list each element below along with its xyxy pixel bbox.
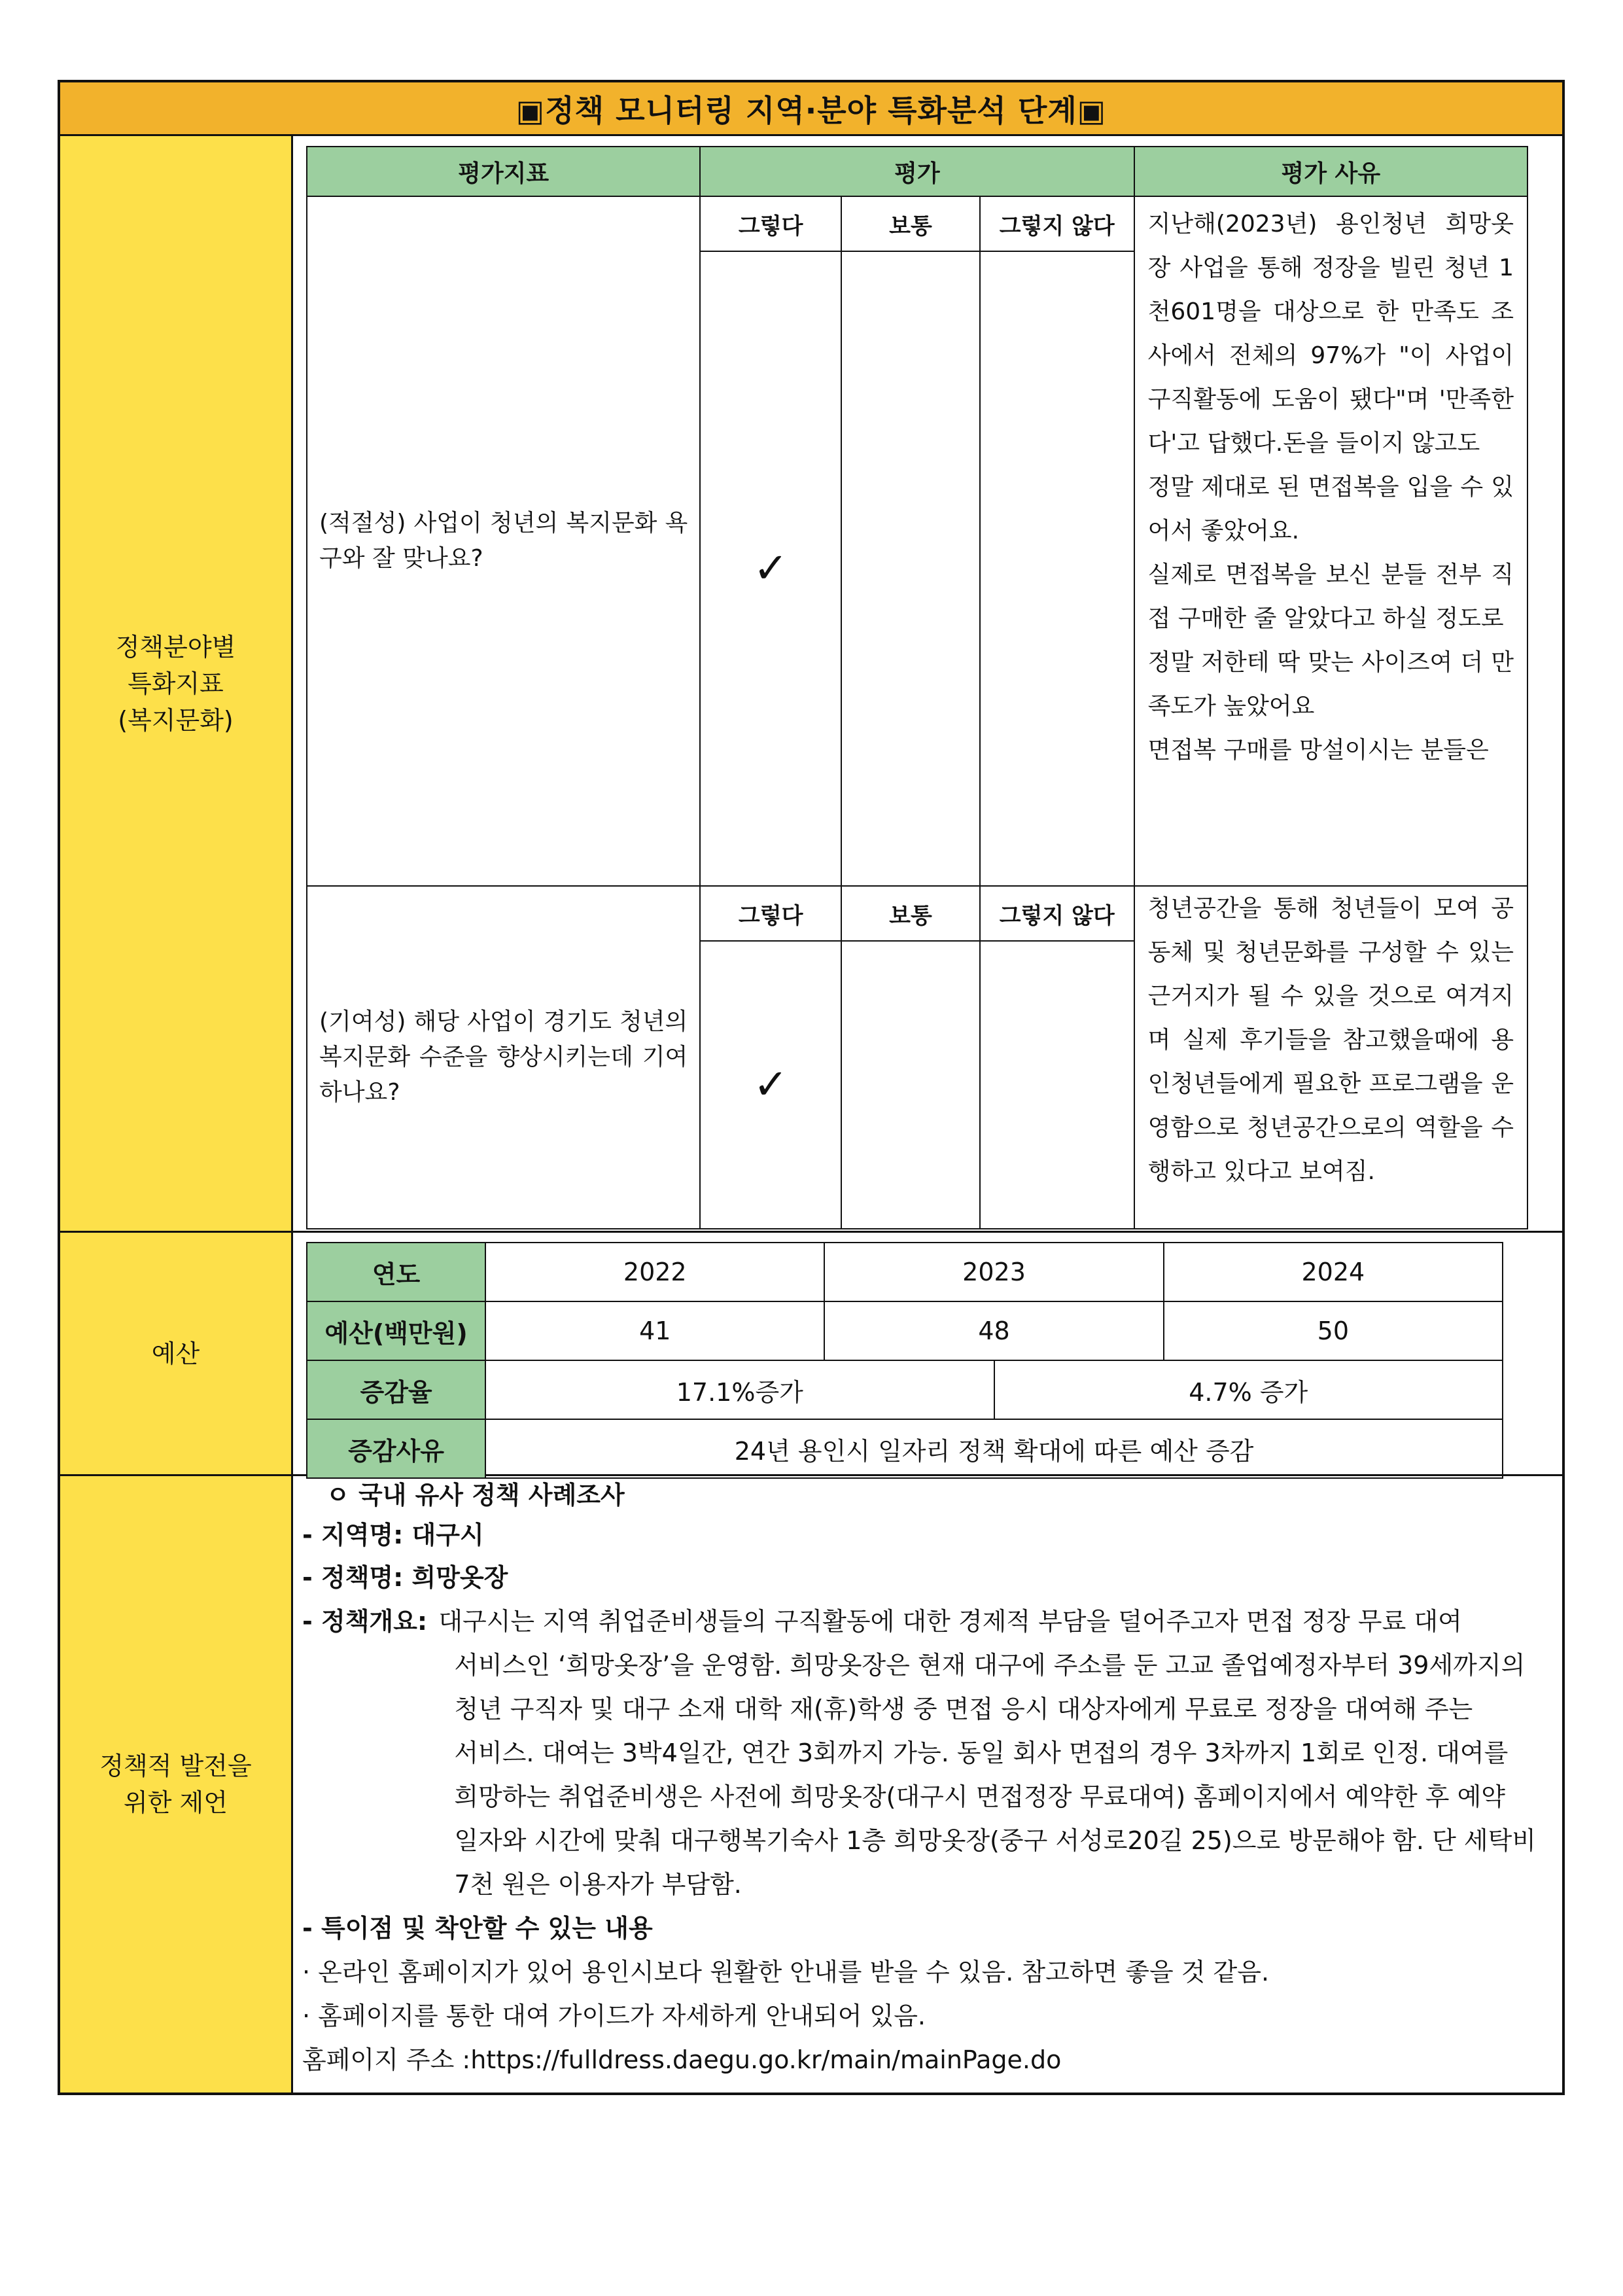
reason-paragraph: 정말 제대로 된 면접복을 입을 수 있어서 좋았어요. [1147, 474, 1514, 544]
rate-cell: 4.7% 증가 [994, 1360, 1503, 1419]
empty-cell [980, 941, 1134, 1229]
amount-label: 예산(백만원) [307, 1301, 485, 1360]
policy-monitoring-form [58, 80, 1565, 2095]
feature-item: · 온라인 홈페이지가 있어 용인시보다 원활한 안내를 받을 수 있음. 참고하면 좋을 것 같음. [302, 1958, 1270, 1987]
indicator-section [293, 136, 1562, 1233]
amount-cell: 41 [485, 1301, 824, 1360]
overview-line: 7천 원은 이용자가 부담함. [454, 1870, 742, 1899]
overview-line: 서비스. 대여는 3박4일간, 연간 3회까지 가능. 동일 회사 면접의 경우 3차까지 1회로 인정. 대여를 [454, 1739, 1509, 1767]
policy-overview [302, 1600, 1536, 1907]
section-label-line: (복지문화) [118, 705, 234, 735]
page-title: ▣정책 모니터링 지역·분야 특화분석 단계▣ [60, 82, 1562, 136]
suggestion-section [293, 1476, 1562, 2093]
year-cell: 2022 [485, 1243, 824, 1301]
year-cell: 2024 [1164, 1243, 1503, 1301]
amount-cell: 48 [824, 1301, 1163, 1360]
budget-reason: 24년 용인시 일자리 정책 확대에 따른 예산 증감 [485, 1419, 1503, 1478]
reason-paragraph: 정말 저한테 딱 맞는 사이즈여 더 만족도가 높았어요 [1147, 649, 1514, 720]
overview-line: 희망하는 취업준비생은 사전에 희망옷장(대구시 면접정장 무료대여) 홈페이지에서 예약한 후 예약 [454, 1782, 1505, 1811]
option-yes: 그렇다 [700, 886, 841, 941]
reason-paragraph: 지난해(2023년) 용인청년 희망옷장 사업을 통해 정장을 빌린 청년 1천601명을 대상으로 한 만족도 조사에서 전체의 97%가 "이 사업이 구직활동에 도움이 됐다"며 '만족한다'고 답했다.돈을 들이지 않고도 [1147, 211, 1514, 457]
header-indicator: 평가지표 [307, 147, 700, 196]
case-study-heading: ㅇ 국내 유사 정책 사례조사 [326, 1481, 625, 1510]
option-no: 그렇지 않다 [980, 886, 1134, 941]
section-label-suggestion [60, 1476, 293, 2093]
check-mark-icon: ✓ [700, 941, 841, 1229]
overview-line: 청년 구직자 및 대구 소재 대학 재(휴)학생 중 면접 응시 대상자에게 무료로 정장을 대여해 주는 [454, 1695, 1473, 1723]
overview-line: 서비스인 ‘희망옷장’을 운영함. 희망옷장은 현재 대구에 주소를 둔 고교 졸업예정자부터 39세까지의 [454, 1651, 1526, 1680]
overview-line: 일자와 시간에 맞춰 대구행복기숙사 1층 희망옷장(중구 서성로20길 25)으로 방문해야 함. 단 세탁비 [454, 1826, 1536, 1855]
check-mark-icon: ✓ [700, 251, 841, 886]
section-label-indicators [60, 136, 293, 1233]
overview-label: - 정책개요: [302, 1607, 428, 1636]
reason-label: 증감사유 [307, 1419, 485, 1478]
reason-paragraph: 실제로 면접복을 보신 분들 전부 직접 구매한 줄 알았다고 하실 정도로 [1147, 561, 1514, 632]
empty-cell [980, 251, 1134, 886]
section-label-budget: 예산 [60, 1233, 293, 1476]
reason-paragraph: 청년공간을 통해 청년들이 모여 공동체 및 청년문화를 구성할 수 있는 근거지가 될 수 있을 것으로 여겨지며 실제 후기들을 참고했을때에 용인청년들에게 필요한 프로그램을 운영함으로 청년공간으로의 역할을 수행하고 있다고 보여짐. [1147, 895, 1514, 1185]
region-name: - 지역명: 대구시 [302, 1521, 484, 1549]
empty-cell [841, 941, 980, 1229]
option-no: 그렇지 않다 [980, 196, 1134, 251]
header-reason: 평가 사유 [1134, 147, 1527, 196]
reason-contribution [1134, 886, 1527, 1229]
header-evaluation: 평가 [700, 147, 1134, 196]
option-neutral: 보통 [841, 196, 980, 251]
reason-appropriateness [1134, 196, 1527, 886]
reason-paragraph: 면접복 구매를 망설이시는 분들은 [1147, 737, 1489, 764]
budget-table [306, 1242, 1503, 1479]
year-label: 연도 [307, 1243, 485, 1301]
amount-cell: 50 [1164, 1301, 1503, 1360]
empty-cell [841, 251, 980, 886]
section-label-line: 위한 제언 [124, 1788, 228, 1817]
overview-line: 대구시는 지역 취업준비생들의 구직활동에 대한 경제적 부담을 덜어주고자 면접 정장 무료 대여 [438, 1607, 1462, 1636]
feature-item: · 홈페이지를 통한 대여 가이드가 자세하게 안내되어 있음. [302, 2002, 926, 2030]
rate-cell: 17.1%증가 [485, 1360, 994, 1419]
section-label-line: 특화지표 [128, 669, 224, 698]
year-cell: 2023 [824, 1243, 1163, 1301]
question-appropriateness: (적절성) 사업이 청년의 복지문화 욕구와 잘 맞나요? [307, 196, 700, 886]
evaluation-table [306, 146, 1528, 1229]
section-label-line: 정책분야별 [115, 632, 236, 662]
homepage-url[interactable]: 홈페이지 주소 :https://fulldress.daegu.go.kr/main/mainPage.do [302, 2045, 1062, 2074]
suggestion-content [302, 1476, 1536, 2082]
option-neutral: 보통 [841, 886, 980, 941]
question-contribution: (기여성) 해당 사업이 경기도 청년의 복지문화 수준을 향상시키는데 기여하나요? [307, 886, 700, 1229]
budget-section [293, 1233, 1562, 1476]
features-heading: - 특이점 및 착안할 수 있는 내용 [302, 1914, 653, 1943]
section-label-line: 정책적 발전을 [99, 1752, 252, 1780]
policy-name: - 정책명: 희망옷장 [302, 1563, 508, 1592]
option-yes: 그렇다 [700, 196, 841, 251]
rate-label: 증감율 [307, 1360, 485, 1419]
